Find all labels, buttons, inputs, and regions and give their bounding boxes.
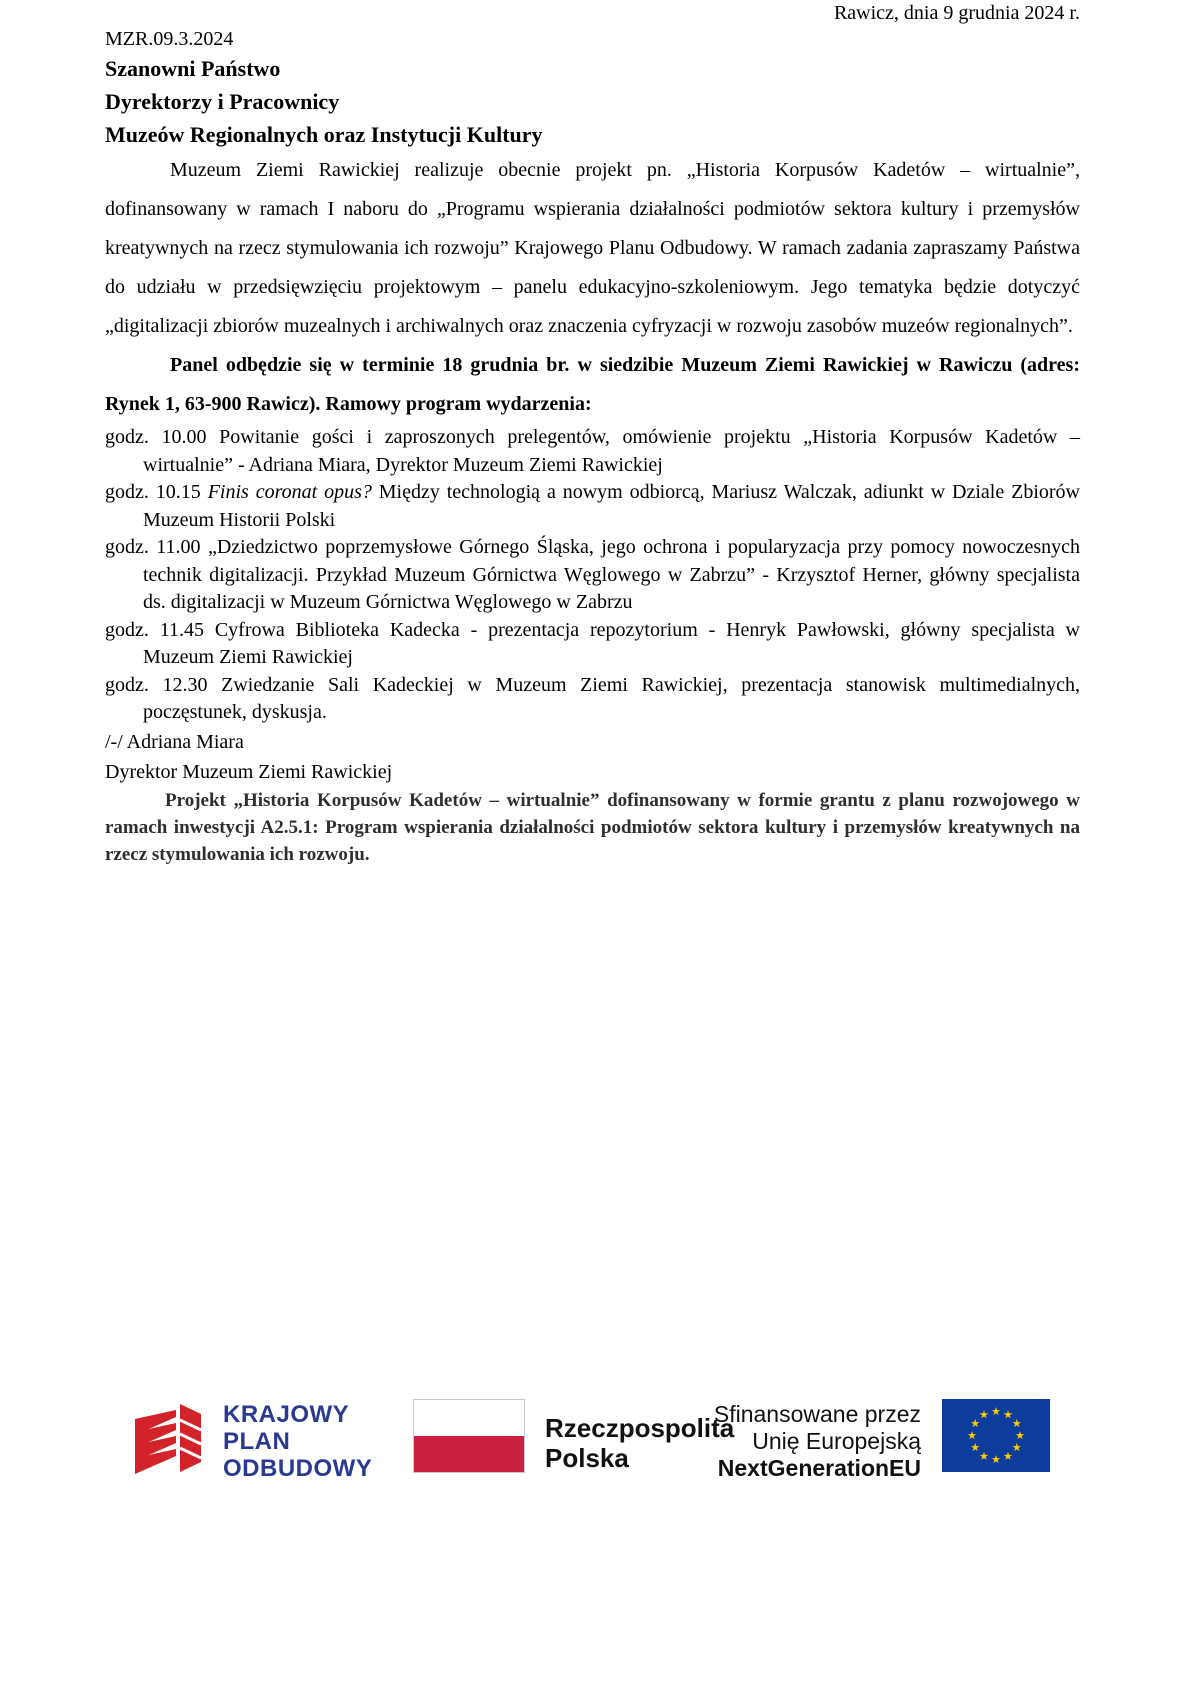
funding-note: Projekt „Historia Korpusów Kadetów – wirtualnie” dofinansowany w formie grantu z planu rozwojowego w ramach inwestycji A2.5.1: Program wspierania działalności podmiotów sektora kultury i przemysłów kreatywnych na rzecz stymulowania ich rozwoju. bbox=[105, 789, 1080, 865]
date-line: Rawicz, dnia 9 grudnia 2024 r. bbox=[833, 2, 1080, 24]
salutation-line-3: Muzeów Regionalnych oraz Instytucji Kultury bbox=[105, 122, 543, 147]
kpo-logo-line-3: ODBUDOWY bbox=[223, 1455, 373, 1482]
poland-flag-icon bbox=[413, 1399, 525, 1473]
eu-funding-line-3: NextGenerationEU bbox=[717, 1455, 921, 1481]
schedule-time: godz. 11.00 bbox=[105, 536, 208, 558]
schedule-time: godz. 11.45 bbox=[105, 618, 215, 641]
paragraph-intro: Muzeum Ziemi Rawickiej realizuje obecnie projekt pn. „Historia Korpusów Kadetów – wirtualnie”, dofinansowany w ramach I naboru do „Programu wspierania działalności podmiotów sektora kultury i przemysłów kreatywnych na rzecz stymulowania ich rozwoju” Krajowego Planu Odbudowy. W ramach zadania zapraszamy Państwa do udziału w przedsięwzięciu projektowym – panelu edukacyjno-szkoleniowym. Jego tematyka będzie dotyczyć „digitalizacji zbiorów muzealnych i archiwalnych oraz znaczenia cyfryzacji w rozwoju zasobów muzeów regionalnych”. bbox=[105, 159, 1080, 337]
poland-logo-line-2: Polska bbox=[545, 1443, 629, 1473]
kpo-logo-text bbox=[223, 1401, 372, 1482]
reference-number: MZR.09.3.2024 bbox=[105, 28, 234, 50]
eu-funding-line-1: Sfinansowane przez bbox=[713, 1401, 921, 1427]
schedule-text: Powitanie gości i zaproszonych prelegentów, omówienie projektu „Historia Korpusów Kadetów – wirtualnie” - Adriana Miara, Dyrektor Muzeum Ziemi Rawickiej bbox=[143, 426, 1080, 476]
signature-block bbox=[105, 727, 1080, 787]
schedule-text: Cyfrowa Biblioteka Kadecka - prezentacja repozytorium - Henryk Pawłowski, główny specjalista w Muzeum Ziemi Rawickiej bbox=[143, 618, 1080, 668]
schedule-item-1145 bbox=[105, 617, 1080, 672]
kpo-logo-line-2: PLAN bbox=[223, 1428, 291, 1455]
logo-strip bbox=[0, 1396, 1190, 1511]
program-schedule bbox=[105, 424, 1080, 727]
schedule-text-italic: Finis coronat opus? bbox=[207, 481, 372, 503]
poland-logo-line-1: Rzeczpospolita bbox=[545, 1413, 735, 1443]
schedule-time: godz. 10.15 bbox=[105, 481, 208, 503]
kpo-building-icon bbox=[133, 1400, 205, 1480]
paragraph-panel-details: Panel odbędzie się w terminie 18 grudnia br. w siedzibie Muzeum Ziemi Rawickiej w Rawiczu (adres: Rynek 1, 63-900 Rawicz). Ramowy program wydarzenia: bbox=[105, 354, 1080, 415]
schedule-item-1230 bbox=[105, 672, 1080, 727]
eu-flag-icon bbox=[942, 1399, 1050, 1472]
schedule-text: „Dziedzictwo poprzemysłowe Górnego Śląska, jego ochrona i popularyzacja przy pomocy nowoczesnych technik digitalizacji. Przykład Muzeum Górnictwa Węglowego w Zabrzu” - Krzysztof Herner, główny specjalista ds. digitalizacji w Muzeum Górnictwa Węglowego w Zabrzu bbox=[143, 536, 1080, 613]
salutation-line-2: Dyrektorzy i Pracownicy bbox=[105, 89, 340, 114]
eu-funding-text bbox=[620, 1401, 921, 1482]
signature-title: Dyrektor Muzeum Ziemi Rawickiej bbox=[105, 760, 393, 783]
schedule-item-1100 bbox=[105, 534, 1080, 617]
letter-content bbox=[105, 0, 1080, 868]
schedule-item-1015 bbox=[105, 479, 1080, 534]
eu-funding-line-2: Unię Europejską bbox=[752, 1428, 921, 1454]
signature-name: /-/ Adriana Miara bbox=[105, 730, 244, 753]
schedule-time: godz. 10.00 bbox=[105, 426, 220, 448]
schedule-time: godz. 12.30 bbox=[105, 673, 222, 696]
schedule-item-1000 bbox=[105, 424, 1080, 479]
kpo-logo-line-1: KRAJOWY bbox=[223, 1401, 350, 1428]
salutation-block bbox=[105, 52, 1080, 151]
schedule-text: Zwiedzanie Sali Kadeckiej w Muzeum Ziemi Rawickiej, prezentacja stanowisk multimedialnych, poczęstunek, dyskusja. bbox=[143, 673, 1080, 723]
schedule-text: Między technologią a nowym odbiorcą, Mariusz Walczak, adiunkt w Dziale Zbiorów Muzeum Historii Polski bbox=[143, 481, 1080, 531]
salutation-line-1: Szanowni Państwo bbox=[105, 56, 281, 81]
